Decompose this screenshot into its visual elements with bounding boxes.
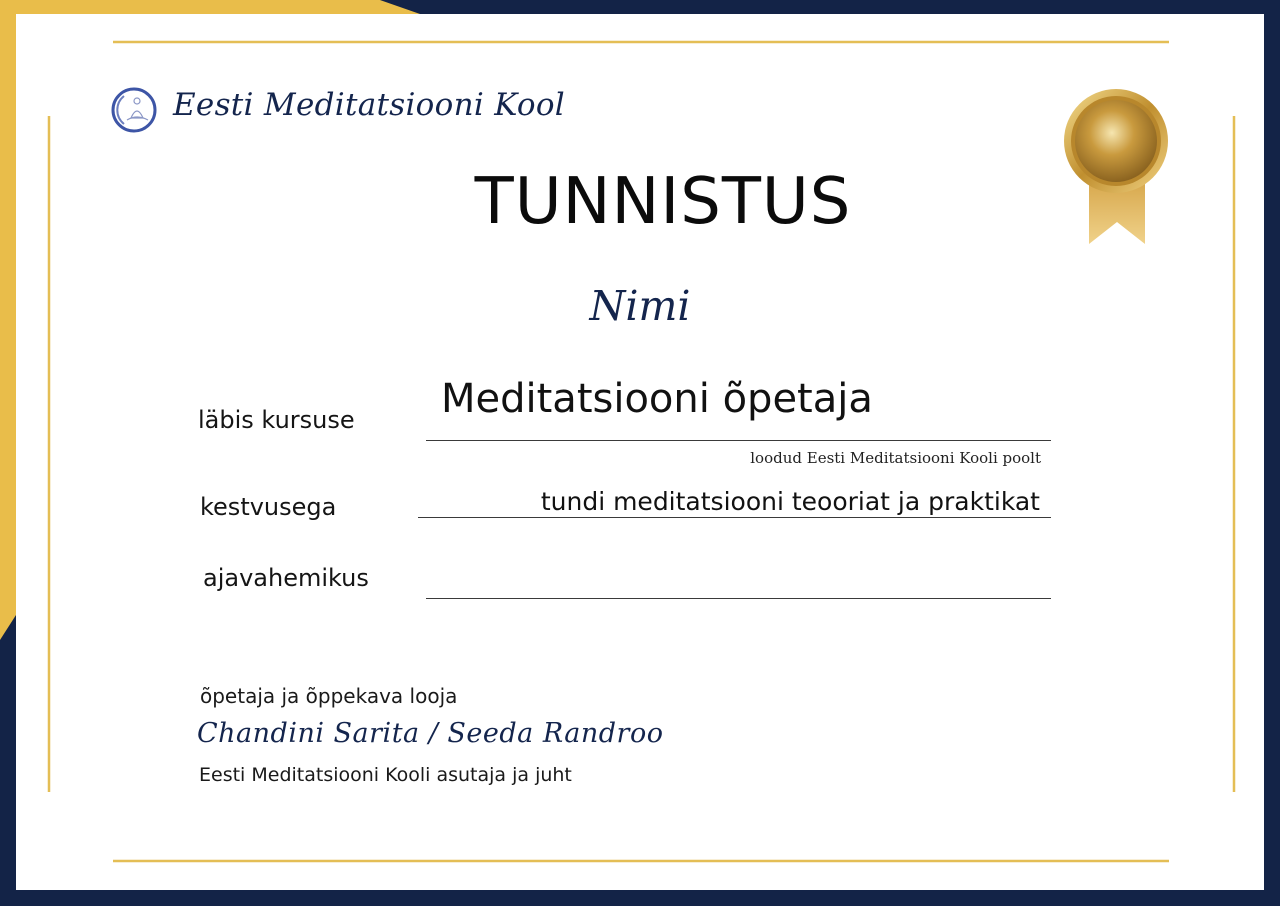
duration-value: tundi meditatsiooni teooriat ja praktikat — [540, 487, 1040, 516]
duration-label: kestvusega — [200, 493, 337, 521]
duration-underline — [418, 517, 1051, 518]
signature-title: Eesti Meditatsiooni Kooli asutaja ja juht — [199, 764, 572, 786]
period-label: ajavahemikus — [203, 564, 369, 592]
signature-names: Chandini Sarita / Seeda Randroo — [197, 718, 664, 749]
signature-role: õpetaja ja õppekava looja — [200, 684, 458, 708]
course-name: Meditatsiooni õpetaja — [441, 376, 873, 422]
school-name: Eesti Meditatsiooni Kool — [173, 87, 566, 123]
certificate-title: TUNNISTUS — [474, 165, 852, 239]
recipient-name: Nimi — [589, 282, 691, 330]
period-underline — [426, 598, 1051, 599]
course-label: läbis kursuse — [198, 406, 355, 434]
course-subtitle: loodud Eesti Meditatsiooni Kooli poolt — [750, 449, 1041, 467]
course-underline — [426, 440, 1051, 441]
